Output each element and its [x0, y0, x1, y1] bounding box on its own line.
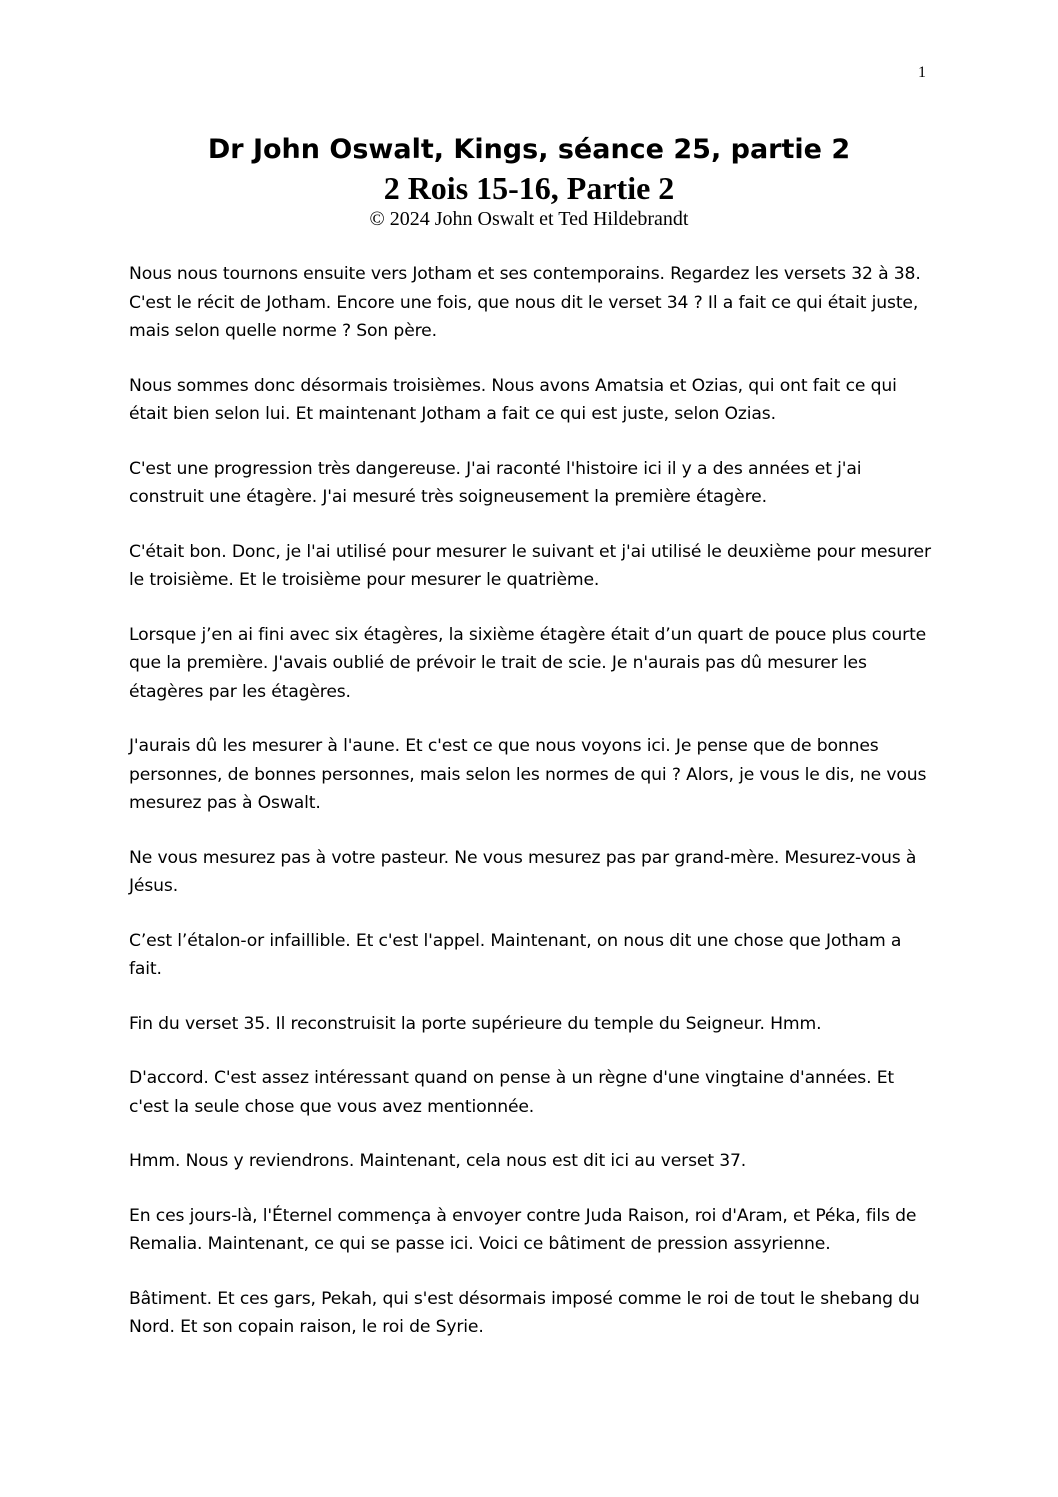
document-body: [129, 260, 939, 1368]
copyright-notice: © 2024 John Oswalt et Ted Hildebrandt: [369, 208, 689, 230]
paragraph: Hmm. Nous y reviendrons. Maintenant, cela nous est dit ici au verset 37.: [129, 1151, 747, 1171]
paragraph: D'accord. C'est assez intéressant quand on pense à un règne d'une vingtaine d'années. Et c'est la seule chose que vous avez mentionnée.: [129, 1068, 895, 1117]
paragraph: Bâtiment. Et ces gars, Pekah, qui s'est désormais imposé comme le roi de tout le shebang du Nord. Et son copain raison, le roi de Syrie.: [129, 1288, 920, 1337]
page-number: 1: [918, 64, 926, 81]
paragraph: En ces jours-là, l'Éternel commença à envoyer contre Juda Raison, roi d'Aram, et Péka, fils de Remalia. Maintenant, ce qui se passe ici. Voici ce bâtiment de pression assyrienne.: [129, 1205, 917, 1254]
paragraph: C'est une progression très dangereuse. J'ai raconté l'histoire ici il y a des années et j'ai construit une étagère. J'ai mesuré très soigneusement la première étagère.: [129, 458, 862, 507]
document-subtitle: 2 Rois 15-16, Partie 2: [383, 170, 675, 206]
paragraph: Nous sommes donc désormais troisièmes. Nous avons Amatsia et Ozias, qui ont fait ce qui était bien selon lui. Et maintenant Jotham a fait ce qui est juste, selon Ozias.: [129, 375, 897, 424]
paragraph: Nous nous tournons ensuite vers Jotham et ses contemporains. Regardez les versets 32 à 38. C'est le récit de Jotham. Encore une fois, que nous dit le verset 34 ? Il a fait ce qui était juste, mais selon quelle norme ? Son père.: [129, 264, 921, 341]
document-header: [0, 132, 1058, 230]
paragraph: Lorsque j’en ai fini avec six étagères, la sixième étagère était d’un quart de pouce plus courte que la première. J'avais oublié de prévoir le trait de scie. Je n'aurais pas dû mesurer les étagères par les étagères.: [129, 624, 927, 702]
paragraph: C'était bon. Donc, je l'ai utilisé pour mesurer le suivant et j'ai utilisé le deuxième pour mesurer le troisième. Et le troisième pour mesurer le quatrième.: [129, 541, 931, 590]
paragraph: Fin du verset 35. Il reconstruisit la porte supérieure du temple du Seigneur. Hmm.: [129, 1013, 822, 1034]
paragraph: Ne vous mesurez pas à votre pasteur. Ne vous mesurez pas par grand-mère. Mesurez-vous à Jésus.: [129, 847, 917, 896]
document-title: Dr John Oswalt, Kings, séance 25, partie 2: [207, 134, 851, 165]
paragraph: C’est l’étalon-or infaillible. Et c'est l'appel. Maintenant, on nous dit une chose que Jotham a fait.: [129, 930, 902, 979]
paragraph: J'aurais dû les mesurer à l'aune. Et c'est ce que nous voyons ici. Je pense que de bonnes personnes, de bonnes personnes, mais selon les normes de qui ? Alors, je vous le dis, ne vous mesurez pas à Oswalt.: [129, 736, 927, 813]
